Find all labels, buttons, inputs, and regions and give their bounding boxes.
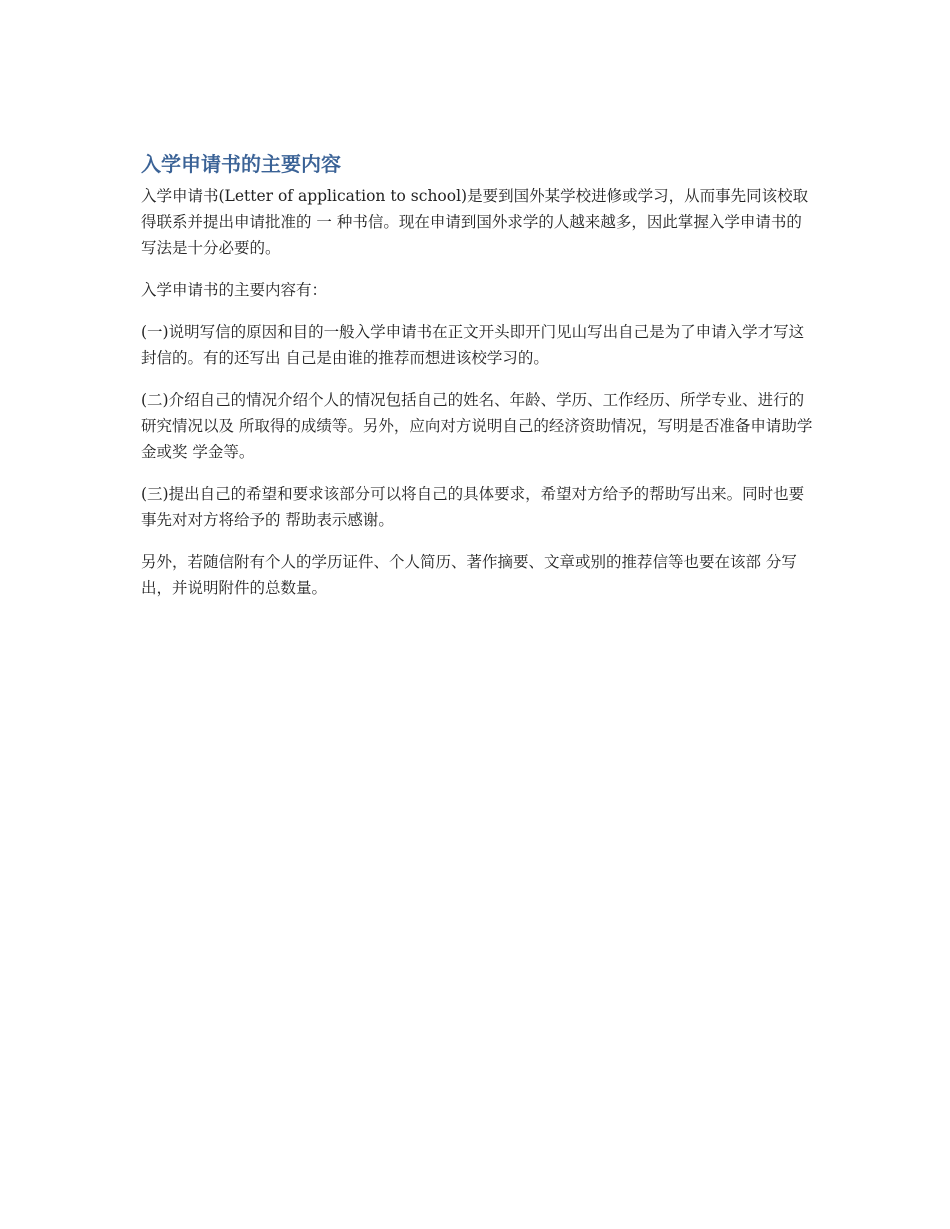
section-two-paragraph: (二)介绍自己的情况介绍个人的情况包括自己的姓名、年龄、学历、工作经历、所学专业、进行的研究情况以及 所取得的成绩等。另外，应向对方说明自己的经济资助情况，写明是否准备申请助学金或奖 学金等。	[141, 391, 813, 461]
attachments-paragraph: 另外，若随信附有个人的学历证件、个人简历、著作摘要、文章或别的推荐信等也要在该部 分写出，并说明附件的总数量。	[141, 553, 797, 597]
document-body	[141, 150, 813, 617]
document-title: 入学申请书的主要内容	[141, 152, 341, 176]
section-one-paragraph: (一)说明写信的原因和目的一般入学申请书在正文开头即开门见山写出自己是为了申请入学才写这封信的。有的还写出 自己是由谁的推荐而想进该校学习的。	[141, 323, 805, 367]
intro-paragraph: 入学申请书(Letter of application to school)是要到国外某学校进修或学习，从而事先同该校取得联系并提出申请批准的 一 种书信。现在申请到国外求学的人越来越多，因此掌握入学申请书的写法是十分必要的。	[141, 187, 809, 257]
contents-lead-paragraph: 入学申请书的主要内容有：	[141, 281, 328, 299]
section-three-paragraph: (三)提出自己的希望和要求该部分可以将自己的具体要求，希望对方给予的帮助写出来。同时也要事先对对方将给予的 帮助表示感谢。	[141, 485, 805, 529]
